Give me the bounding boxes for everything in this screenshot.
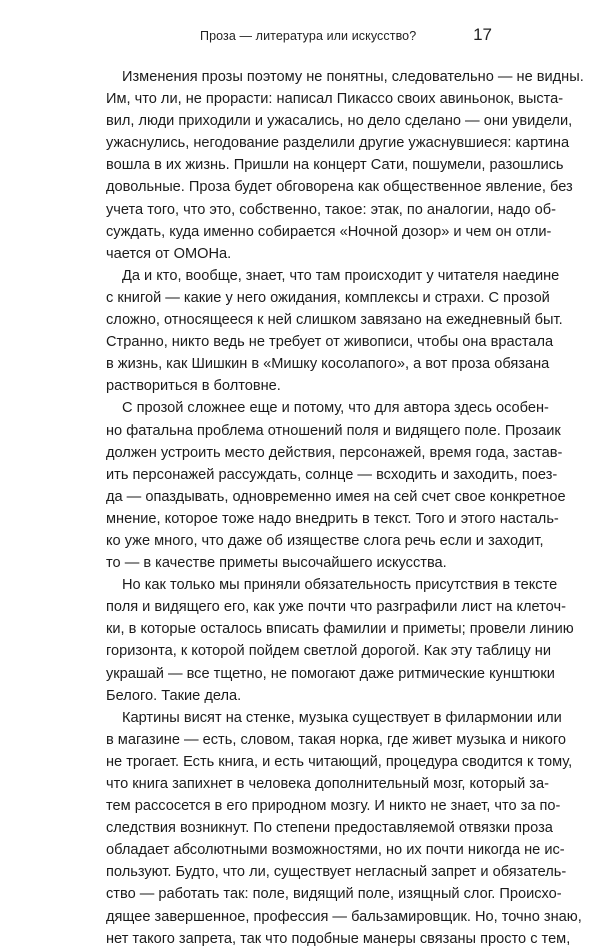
text-line: Картины висят на стенке, музыка существует в филармонии или — [122, 709, 562, 726]
text-line: раствориться в болтовне. — [106, 378, 281, 395]
text-line: суждать, куда именно собирается «Ночной дозор» и чем он отли- — [106, 223, 552, 240]
text-line: да — опаздывать, одновременно имея на сей счет свое конкретное — [106, 488, 566, 505]
text-line: поля и видящего его, как уже почти что разграфили лист на клеточ- — [106, 599, 566, 616]
paragraph — [106, 397, 566, 574]
text-line: мнение, которое тоже надо внедрить в текст. Того и этого насталь- — [106, 510, 559, 527]
body-text — [106, 66, 584, 950]
text-line: ужаснулись, негодование разделили другие ужаснувшиеся: картина — [106, 135, 570, 152]
text-line: ко уже много, что даже об изяществе слога речь если и заходит, — [106, 532, 544, 549]
text-line: не трогает. Есть книга, и есть читающий, процедура сводится к тому, — [106, 753, 573, 770]
text-line: что книга запихнет в человека дополнительный мозг, который за- — [106, 776, 549, 792]
text-line: обладает абсолютными возможностями, но их почти никогда не ис- — [106, 842, 565, 859]
text-line: Им, что ли, не прорасти: написал Пикассо своих авиньонок, выста- — [106, 91, 564, 108]
text-line: дящее завершенное, профессия — бальзамировщик. Но, точно знаю, — [106, 908, 582, 925]
text-line: чается от ОМОНа. — [106, 245, 232, 262]
text-line: в жизнь, как Шишкин в «Мишку косолапого», а вот проза обязана — [106, 356, 550, 373]
paragraph — [106, 574, 574, 707]
page-number: 17 — [473, 25, 492, 44]
text-line: Белого. Такие дела. — [106, 687, 242, 704]
paragraph — [106, 66, 584, 265]
text-line: вил, люди приходили и ужасались, но дело сделано — они увидели, — [106, 113, 573, 130]
running-title: Проза — литература или искусство? — [200, 29, 417, 43]
text-line: нет такого запрета, так что подобные манеры связаны просто с тем, — [106, 930, 571, 947]
text-line: Да и кто, вообще, знает, что там происходит у читателя наедине — [122, 267, 560, 284]
paragraph — [106, 707, 582, 950]
paragraph — [106, 265, 563, 398]
text-line: Изменения прозы поэтому не понятны, следовательно — не видны. — [122, 69, 584, 85]
text-line: ки, в которые осталось вписать фамилии и приметы; провели линию — [106, 621, 574, 638]
text-line: сложно, относящееся к ней слишком завязано на ежедневный быт. — [106, 312, 563, 329]
text-line: учета того, что это, собственно, такое: этак, по аналогии, надо об- — [106, 201, 556, 218]
text-line: с книгой — какие у него ожидания, комплексы и страхи. С прозой — [106, 289, 550, 306]
text-line: пользуют. Будто, что ли, существует негласный запрет и обязатель- — [106, 864, 567, 881]
text-line: ство — работать так: поле, видящий поле, изящный слог. Происхо- — [106, 886, 562, 903]
text-line: следствия возникнут. По степени предоставляемой отвязки проза — [106, 820, 553, 837]
text-line: но фатальна проблема отношений поля и видящего поле. Прозаик — [106, 422, 561, 439]
text-line: горизонта, к которой пойдем светлой дорогой. Как эту таблицу ни — [106, 643, 552, 660]
text-line: Но как только мы приняли обязательность присутствия в тексте — [122, 577, 558, 594]
text-line: должен устроить место действия, персонажей, время года, застав- — [106, 444, 563, 461]
text-line: в магазине — есть, словом, такая норка, где живет музыка и никого — [106, 731, 567, 748]
text-line: Странно, никто ведь не требует от живописи, чтобы она врастала — [106, 334, 554, 351]
text-line: то — в качестве приметы высочайшего искусства. — [106, 555, 447, 572]
text-line: довольные. Проза будет обговорена как общественное явление, без — [106, 179, 573, 196]
text-line: украшай — все тщетно, не помогают даже ритмические кунштюки — [106, 665, 555, 682]
text-line: тем рассосется в его природном мозгу. И никто не знает, что за по- — [106, 798, 561, 815]
page-header — [0, 25, 600, 49]
text-line: С прозой сложнее еще и потому, что для автора здесь особен- — [122, 400, 549, 417]
text-line: вошла в их жизнь. Пришли на концерт Сати, пошумели, разошлись — [106, 157, 564, 174]
text-line: ить персонажей рассуждать, солнце — всходить и заходить, поез- — [106, 466, 558, 483]
